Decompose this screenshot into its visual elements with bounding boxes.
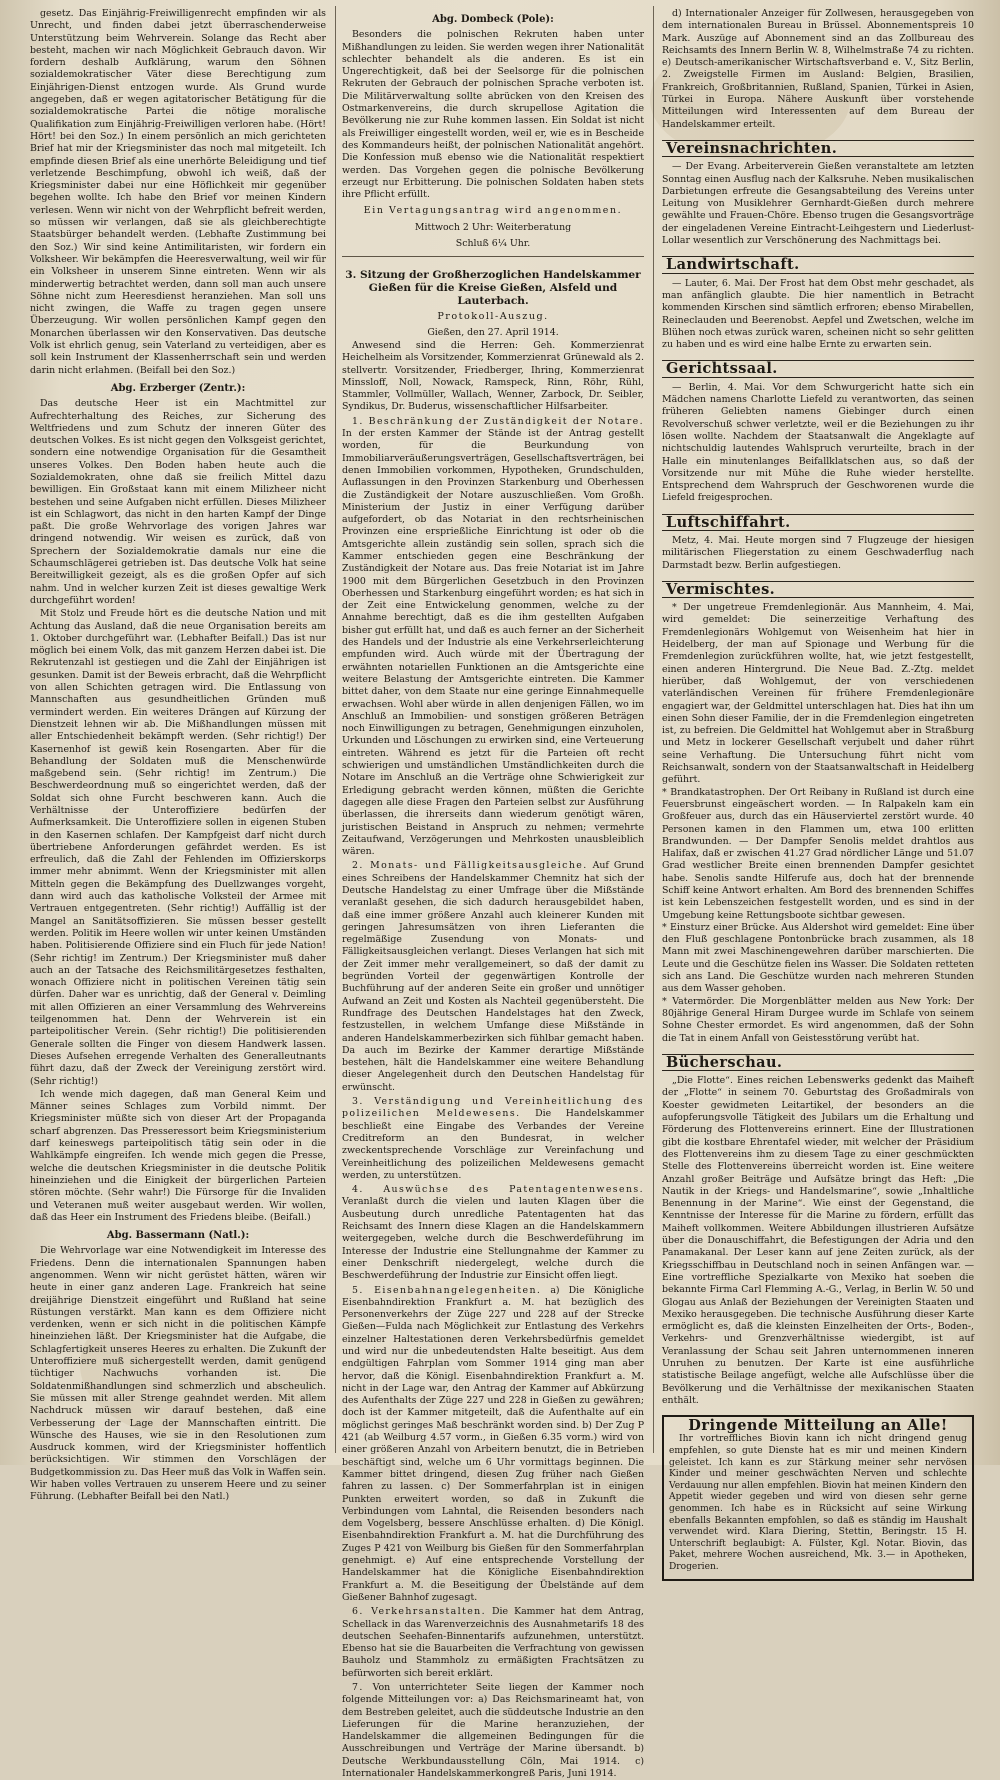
protocol-item-title: 3. Verständigung und Vereinheitlichung des polizeilichen Meldewesens. <box>342 1096 644 1120</box>
section-heading: Landwirtschaft. <box>662 256 974 273</box>
article-subheading: Protokoll-Auszug. <box>437 311 549 323</box>
article-paragraph: gesetz. Das Einjährig-Freiwilligenrecht empfinden wir als Unrecht, und finden dabei jetzt überraschenderweise Unterstützung beim Wehrverein. Solange das Recht aber besteht, machen wir nach Möglichkeit Gebrauch davon. Wir fordern deshalb Aufklärung, warum den Söhnen sozialdemokratischer Väter diese Berechtigung zum Einjährigen-Dienst entzogen wurde. Als Grund wurde angegeben, daß er wegen agitatorischer Betätigung für die sozialdemokratische Partei die nötige moralische Qualifikation zum Einjährig-Freiwilligen verloren habe. (Hört! Hört! bei den Soz.) In einem persönlich an mich gerichteten Brief hat mir der Kriegsminister das noch mal mitgeteilt. Ich empfinde diesen Brief als eine unerhörte Beleidigung und tief verletzende Beschimpfung, obwohl ich weiß, daß der Kriegsminister dabei nur eine Höflichkeit mir gegenüber begehen wollte. Ich habe den Brief vor meinen Kindern verlesen. Wenn wir nicht von der Wehrpflicht befreit werden, so müssen wir verlangen, daß sie als gleichberechtigte Staatsbürger behandelt werden. (Lebhafte Zustimmung bei den Soz.) Wir sind keine Antimilitaristen, wir fordern ein Volksheer. Wir bekämpfen die Heeresverwaltung, weil wir für ein Volksheer in unserem Sinne eintreten. Wenn wir als minderwertig betrachtet werden, dann soll man auch unsere Söhne nicht zum Heeresdienst heranziehen. Man soll uns nicht zwingen, die Waffe zu tragen gegen unsere Überzeugung. Wir wollen persönlichen Kampf gegen den Monarchen überlassen wir den Konservativen. Das deutsche Volk ist ehrlich genug, sein Vaterland zu verteidigen, aber es soll kein Instrument der Klassenherrschaft sein und werden darin nicht erlahmen. (Beifall bei den Soz.) <box>30 8 326 376</box>
protocol-item-title: 4. Auswüchse des Patentagentenwesens. <box>352 1184 644 1196</box>
protocol-item <box>342 860 644 1094</box>
article-paragraph: Mit Stolz und Freude hört es die deutsche Nation und mit Achtung das Ausland, daß die neue Organisation bereits am 1. Oktober durchgeführt war. (Lebhafter Beifall.) Das ist nur möglich bei einem Volk, das mit ganzem Herzen dabei ist. Die Rekrutenzahl ist gestiegen und die Zahl der Einjährigen ist gesunken. Damit ist der Beweis erbracht, daß die Wehrpflicht von allen Schichten getragen wird. Die Entlassung von Mannschaften aus gesundheitlichen Gründen muß vermindert werden. Ein weiteres Drängen auf Kürzung der Dienstzeit lehnen wir ab. Die Mißhandlungen müssen mit aller Entschiedenheit bekämpft werden. (Sehr richtig!) Der Kasernenhof ist gewiß kein Rosengarten. Aber für die Behandlung der Soldaten muß die Menschenwürde maßgebend sein. (Sehr richtig! im Zentrum.) Die Beschwerdeordnung muß so eingerichtet werden, daß der Soldat sich ohne Furcht beschweren kann. Auch die Verhältnisse der Unteroffiziere bedürfen der Aufmerksamkeit. Die Unteroffiziere sollen in eigenen Stuben in den Kasernen schlafen. Der Kampfgeist darf nicht durch übertriebene Anforderungen gefährdet werden. Es ist erfreulich, daß die Zahl der Fehlenden im Offizierskorps immer mehr abnimmt. Wenn der Kriegsminister mit allen Mitteln gegen die Bekämpfung des Duellzwanges vorgeht, dann wird auch das katholische Volksteil der Armee mit Vertrauen entgegentreten. (Sehr richtig!) Auffällig ist der Mangel an Sanitätsoffizieren. Sie müssen besser gestellt werden. Politik im Heere wollen wir unter keinen Umständen haben. Politisierende Offiziere sind ein Fluch für jede Nation! (Sehr richtig! im Zentrum.) Der Kriegsminister muß daher auch an der Tatsache des Reichsmilitärgesetzes festhalten, wonach Offiziere nicht in politischen Vereinen tätig sein dürfen. Daher war es unrichtig, daß der General v. Deimling mit allen Offizieren an einer Versammlung des Wehrvereins teilgenommen hat. Denn der Wehrverein ist ein parteipolitischer Verein. (Sehr richtig!) Die politisierenden Generale sollten die Finger von diesem Handwerk lassen. Dieses Aufsehen erregende Verhalten des Generalleutnants führt dazu, daß der Zweck der Vereinigung zerstört wird. (Sehr richtig!) <box>30 608 326 1087</box>
article-headline: 3. Sitzung der Großherzoglichen Handelskammer Gießen für die Kreise Gießen, Alsfeld und Lauterbach. <box>345 269 641 308</box>
speaker-heading: Abg. Erzberger (Zentr.): <box>110 382 246 394</box>
article-paragraph: — Lauter, 6. Mai. Der Frost hat dem Obst mehr geschadet, als man anfänglich glaubte. Die hier namentlich in Betracht kommenden Kirschen sind sämtlich erfroren; ebenso Mirabellen, Reineclauden und Beerenobst. Aepfel und Zwetschen, welche im Blühen noch etwas zurück waren, scheinen nicht so sehr gelitten zu haben und es wird eine halbe Ernte zu erwarten sein. <box>662 277 974 351</box>
column-middle <box>342 8 644 1780</box>
article-paragraph: d) Internationaler Anzeiger für Zollwesen, herausgegeben von dem internationalen Bureau in Brüssel. Abonnementspreis 10 Mark. Auszüge auf Abonnement sind an das Zollbureau des Reichsamts des Innern Berlin W. 8, Wilhelmstraße 74 zu richten. e) Deutsch-amerikanischer Wirtschaftsverband e. V., Sitz Berlin, 2. Zweigstelle Firmen im Ausland: Belgien, Brasilien, Frankreich, Großbritannien, Rußland, Spanien, Türkei in Asien, Türkei in Europa. Nähere Auskunft über vorstehende Mitteilungen wird Interessenten auf dem Bureau der Handelskammer erteilt. <box>662 8 974 130</box>
protocol-item <box>342 416 644 859</box>
session-note: Mittwoch 2 Uhr: Weiterberatung <box>414 221 572 233</box>
protocol-item-title: 2. Monats- und Fälligkeitsausgleiche. <box>352 860 588 872</box>
column-rule <box>653 6 654 1453</box>
protocol-item-text: Die Handelskammer beschließt eine Eingabe des Verbandes der Vereine Creditreform an den Bundesrat, in welcher zweckentsprechende Vorschläge zur Vereinfachung und Vereinheitlichung des polizeilichen Meldewesens gemacht werden, zu unterstützen. <box>342 1108 644 1181</box>
protocol-item-title: 6. Verkehrsanstalten. <box>352 1606 486 1618</box>
protocol-item <box>342 1285 644 1605</box>
article-paragraph: Anwesend sind die Herren: Geh. Kommerzienrat Heichelheim als Vorsitzender, Kommerzienrat Grünewald als 2. stellvertr. Vorsitzender, Friedberger, Ihring, Kommerzienrat Minssloff, Noll, Nowack, Ramspeck, Rinn, Röhr, Rühl, Stammler, Vollmüller, Wallach, Wenner, Zarbock, Dr. Seibler, Syndikus, Dr. Buderus, wissenschaftlicher Hilfsarbeiter. <box>342 339 644 413</box>
protocol-item <box>342 1184 644 1282</box>
protocol-item-title: 1. Beschränkung der Zuständigkeit der Notare. <box>352 415 644 427</box>
article-paragraph: Metz, 4. Mai. Heute morgen sind 7 Flugzeuge der hiesigen militärischen Fliegerstation zu einem Geschwaderflug nach Darmstadt bezw. Berlin aufgestiegen. <box>662 534 974 571</box>
section-heading: Bücherschau. <box>662 1054 974 1071</box>
column-right <box>662 8 974 1572</box>
speaker-heading: Abg. Dombeck (Pole): <box>432 14 554 25</box>
protocol-item-title: 5. Eisenbahnangelegenheiten. <box>352 1284 542 1296</box>
protocol-item-text: In der ersten Kammer der Stände ist der Antrag gestellt worden, für die Beurkundung von Immobiliarveräußerungsverträgen, Gesellschaftsverträgen, bei denen Immobilien vorkommen, Hypotheken, Grundschulden, Auflassungen in den Provinzen Starkenburg und Oberhessen die Zuständigkeit der Notare auszuschließen. Vom Großh. Ministerium der Justiz in einer Verfügung darüber aufgefordert, ob das Notariat in den rechtsrheinischen Provinzen eine ersprießliche Einrichtung ist oder ob die Amtsgerichte allein zuständig sein sollen, sprach sich die Kammer entschieden gegen eine Beschränkung der Zuständigkeit der Notare aus. Das freie Notariat ist im Jahre 1900 mit dem Bürgerlichen Gesetzbuch in den Provinzen Oberhessen und Starkenburg eingeführt worden; es hat sich in der Zeit eine Entwickelung genommen, welche zu der Annahme berechtigt, daß es die ihm gestellten Aufgaben bisher gut erfüllt hat, und daß es auch ferner an der Sicherheit des Handels und der Industrie als eine Verkehrserleichterung empfunden wird. Auch würde mit der Übertragung der erwähnten notariellen Funktionen an die Amtsgerichte eine weitere Belastung der Amtsgerichte eintreten. Die Kammer bittet daher, von dem Staate nur eine geringe Einnahmequelle erwachsen. Wohl aber würde in allen denjenigen Fällen, wo im Anschluß an Immobilien- und sonstigen größeren Beträgen noch Einwilligungen zu betragen, Genehmigungen einzuholen, Urkunden und Löschungen zu erwirken sind, eine Verteuerung eintreten. Während es jetzt für die Parteien oft recht schwierigen und umständlichen Umständlichkeiten durch die Notare im Anschluß an die Verträge ohne Schwierigkeit zur Erledigung gebracht werden können, müßten die Gerichte dagegen alle diese Fragen den Parteien selbst zur Ausführung überlassen, die ihrerseits dann wiederum genötigt wären, juristischen Beistand in Anspruch zu nehmen; vermehrte Zeitaufwand, Verzögerungen und Mehrkosten unausbleiblich wären. <box>342 428 644 858</box>
protocol-item-text: Veranlaßt durch die vielen und lauten Klagen über die Ausbeutung durch unredliche Patentagenten hat das Reichsamt des Innern diese Klagen an die Handelskammern weitergegeben, welche durch die Beschwerdeführung im Interesse der Industrie eine Stellungnahme der Kammer zu einer Denkschrift niedergelegt, welche durch die Beschwerdeführung der Industrie zur Einsicht offen liegt. <box>342 1196 644 1282</box>
article-paragraph: „Die Flotte“. Eines reichen Lebenswerks gedenkt das Maiheft der „Flotte“ in seinem 70. Geburtstag des Großadmirals von Koester gewidmeten Leitartikel, der besonders an die aufopferungsvolle Tätigkeit des Jubilars um die Erhaltung und Förderung des Flottenvereins erinnert. Eine der Illustrationen gibt die kostbare Ehrentafel wieder, mit welcher der Präsidium des Flottenvereins ihm zu diesem Tage zu einer geschmückten Stelle des Flottenvereins überreicht worden ist. Eine weitere Anzahl großer Beiträge und Aufsätze bringt das Heft: „Die Nautik in der Kriegs- und Handelsmarine“, sowie „Inhaltliche Benennung in der Marine“. Wie einst der Gegenstand, die Kenntnisse der Interesse für die Marine zu fördern, erfüllt das Maiheft vollkommen. Weitere Abbildungen illustrieren Aufsätze über die Donauschiffahrt, die Befestigungen der Adria und den Panamakanal. Der Leser kann auf jene Zeiten zurück, als der Kriegsschiffbau in Deutschland noch in seinen Anfängen war. — Eine vortreffliche Spezialkarte von Mexiko hat soeben die bekannte Firma Carl Flemming A.-G., Verlag, in Berlin W. 50 und Glogau aus Anlaß der Beziehungen der Vereinigten Staaten und Mexiko herausgegeben. Die technische Ausführung dieser Karte ermöglicht es, daß die kleinsten Einzelheiten der Orts-, Boden-, Verkehrs- und Grenzverhältnisse wiedergibt, ist auf Veranlassung der Schau seit Jahren unternommenen inneren Unruhen zu benutzen. Der Karte ist eine ausführliche statistische Beilage angefügt, welche alle Aufschlüsse über die Bevölkerung und die Verhältnisse der mexikanischen Staaten enthält. <box>662 1075 974 1406</box>
protocol-item <box>342 1096 644 1182</box>
article-paragraph: — Berlin, 4. Mai. Vor dem Schwurgericht hatte sich ein Mädchen namens Charlotte Liefeld zu verantworten, das seinen früheren Geliebten namens Giebinger durch einen Revolverschuß schwer verletzte, weil er die Beziehungen zu ihr lösen wollte. Nachdem der Staatsanwalt die Angeklagte auf nichtschuldig lautendes Wahlspruch verurteilte, brach in der Halle ein minutenlanges Beifallklatschen aus, so daß der Vorsitzende nur mit Mühe die Ruhe wieder herstellte. Entsprechend dem Wahrspruch der Geschworenen wurde die Liefeld freigesprochen. <box>662 381 974 504</box>
advertisement-title: Dringende Mitteilung an Alle! <box>688 1417 948 1435</box>
dateline: Gießen, den 27. April 1914. <box>427 326 559 338</box>
protocol-item-text: Die Kammer hat dem Antrag, Schellack in das Warenverzeichnis des Ausnahmetarifs 18 des deutschen Seehafen-Binnentarifs aufzunehmen, unterstützt. Ebenso hat sie die Bauarbeiten die Verfrachtung von gewissen Bauholz und Stammholz zu ermäßigten Frachtsätzen zu befürworten sich bereit erklärt. <box>342 1606 644 1679</box>
speaker-heading: Abg. Bassermann (Natl.): <box>106 1230 250 1242</box>
article-paragraph: Das deutsche Heer ist ein Machtmittel zur Aufrechterhaltung des Reiches, zur Sicherung des Weltfriedens und zum Schutz der inneren Güter des deutschen Volkes. Es ist nicht gegen den Volksgeist gerichtet, sondern eine notwendige Organisation für die Gesamtheit unseres Volkes. Den Boden haben heute auch die Sozialdemokraten, ohne daß sie freilich Mittel dazu bewilligen. Ein Großstaat kann mit einem Milizheer nicht bestehen und seine Aufgaben nicht erfüllen. Dieses Milizheer ist ein Schlagwort, das nicht in den harten Kampf der Dinge paßt. Die große Wehrvorlage des vorigen Jahres war dringend notwendig. Wir weisen es zurück, daß von Sprechern der Sozialdemokratie damals nur eine die Schaumschlägerei getrieben ist. Das deutsche Volk hat seine Bereitwilligkeit gezeigt, als es die großen Opfer auf sich nahm. Und in welcher kurzen Zeit ist dieses gewaltige Werk durchgeführt worden! <box>30 398 326 606</box>
advertisement-text: Ihr vortreffliches Biovin kann ich nicht dringend genug empfehlen, so gute Dienste hat es mir und meinen Kindern geleistet. Ich kann es zur Stärkung meiner sehr nervösen Kinder und meiner geschwächten Nerven und schlechte Verdauung nur allen empfehlen. Biovin hat meinen Kindern den Appetit wieder gegeben und wird von diesen sehr gerne genommen. Ich habe es in Rücksicht auf seine Wirkung ebenfalls Bekannten empfohlen, so daß es ständig im Haushalt verwendet wird. Klara Diering, Stettin, Beringstr. 15 H. Unterschrift beglaubigt: A. Fülster, Kgl. Notar. Biovin, das Paket, mehrere Wochen ausreichend, Mk. 3.— in Apotheken, Drogerien. <box>669 1434 967 1572</box>
session-note: Schluß 6¼ Uhr. <box>455 238 531 250</box>
session-note: Ein Vertagungsantrag wird angenommen. <box>363 205 623 217</box>
article-paragraph: Besonders die polnischen Rekruten haben unter Mißhandlungen zu leiden. Sie werden wegen ihrer Nationalität schlechter behandelt als die anderen. Es ist ein Ungerechtigkeit, daß bei der Seelsorge für die polnischen Rekruten der Gebrauch der polnischen Sprache verboten ist. Die Militärverwaltung sollte abrücken von den Kreisen des Ostmarkenvereins, die durch skrupellose Agitation die Bevölkerung nie zur Ruhe kommen lassen. Ein Soldat ist nicht als Freiwilliger eingestellt worden, weil er, wie es in Bescheide des Kommandeurs heißt, der polnischen Nationalität angehört. Die Konfession muß ebenso wie die Nationalität respektiert werden. Das Vorgehen gegen die polnische Bevölkerung erzeugt nur Erbitterung. Die polnischen Soldaten haben stets ihre Pflicht erfüllt. <box>342 29 644 201</box>
protocol-item-text: a) Die Königliche Eisenbahndirektion Frankfurt a. M. hat bezüglich des Personenverkehrs der Züge 227 und 228 auf der Strecke Gießen—Fulda nach Möglichkeit zur Entlastung des Verkehrs einzelner Haltestationen deren Verkehrsbedürfnis gemeldet und wird nur die unbedeutendsten Halte beseitigt. Aus dem endgültigen Fahrplan vom Sommer 1914 ging man aber hervor, daß die Königl. Eisenbahndirektion Frankfurt a. M. nicht in der Lage war, den Antrag der Kammer auf Abkürzung des Aufenthalts der Züge 227 und 228 in Gießen zu gewähren; doch ist der Kammer mitgeteilt, daß die Aufenthalte auf ein möglichst geringes Maß beschränkt worden sind. b) Der Zug P 421 (ab Weilburg 4.57 vorm., in Gießen 6.35 vorm.) wird von einer größeren Anzahl von Arbeitern benutzt, die in Betrieben beschäftigt sind, welche um 6 Uhr vormittags beginnen. Die Kammer bittet dringend, diesen Zug früher nach Gießen fahren zu lassen. c) Der Sommerfahrplan ist in einigen Punkten erweitert worden, so daß in Zukunft die Verbindungen vom Lahntal, die Reisenden besonders nach dem Vogelsberg, bessere Anschlüsse erhalten. d) Die Königl. Eisenbahndirektion Frankfurt a. M. hat die Durchführung des Zuges P 421 von Weilburg bis Gießen für den Sommerfahrplan genehmigt. e) Auf eine entsprechende Vorstellung der Handelskammer hat die Königliche Eisenbahndirektion Frankfurt a. M. die Beseitigung der Übelstände auf dem Gießener Bahnhof zugesagt. <box>342 1284 644 1603</box>
protocol-item-title: 7. <box>352 1682 364 1693</box>
article-paragraph: * Der ungetreue Fremdenlegionär. Aus Mannheim, 4. Mai, wird gemeldet: Die seinerzeitige Verhaftung des Fremdenlegionärs Wohlgemut von Weisenheim hat hier in Heidelberg, der man auf Spionage und Werbung für die Fremdenlegion zurückführen wollte, hat, wie jetzt festgestellt, einen anderen Hintergrund. Die Neue Bad. Z.-Ztg. meldet hierüber, daß Wohlgemut, der von verschiedenen vaterländischen Vereinen für frühere Fremdenlegionäre engagiert war, der Geldmittel unterschlagen hat. Dies hat ihn um einen Sohn dieser Familie, der in die Fremdenlegion eingetreten ist, zu befreien. Die Geldmittel hat Wohlgemut aber in Straßburg und Metz in lockerer Gesellschaft verjubelt und daher rührt seine Verhaftung. Die Untersuchung führt nicht vom Reichsanwalt, sondern von der Staatsanwaltschaft in Heidelberg geführt. * Brandkatastrophen. Der Ort Reibany in Rußland ist durch eine Feuersbrunst eingeäschert worden. — In Ralpakeln kam ein Großfeuer aus, durch das ein Häuserviertel zerstört wurde. 40 Personen kamen in den Flammen um, etwa 100 erlitten Brandwunden. — Der Dampfer Senolis meldet drahtlos aus Halifax, daß er zwischen 41.27 Grad nördlicher Länge und 51.07 Grad westlicher Breite einen brennenden Dampfer gesichtet habe. Senolis sandte Hilferufe aus, doch hat der brennende Schiff keine Antwort erhalten. Am Bord des brennenden Schiffes ist kein Lebenszeichen festgestellt worden, und es sind in der Umgebung keine Rettungsboote sichtbar gewesen. * Einsturz einer Brücke. Aus Aldershot wird gemeldet: Eine über den Fluß geschlagene Pontonbrücke brach zusammen, als 18 Mann mit zwei Maschinengewehren darüber marschierten. Die Leute und die Geschütze fielen ins Wasser. Die Soldaten retteten sich ans Land. Die Geschütze wurden nach mehreren Stunden aus dem Wasser gehoben. * Vatermörder. Die Morgenblätter melden aus New York: Der 80jährige General Hiram Durgee wurde im Schlafe von seinem Sohne Chester ermordet. Es wird angenommen, daß der Sohn die Tat in einem Anfall von Geistesstörung verübt hat. <box>662 602 974 1044</box>
section-heading: Luftschiffahrt. <box>662 514 974 531</box>
advertisement-box <box>662 1415 974 1580</box>
article-paragraph: — Der Evang. Arbeiterverein Gießen veranstaltete am letzten Sonntag einen Ausflug nach der Kalksruhe. Neben musikalischen Darbietungen erfreute die Gesangsabteilung des Vereins unter Leitung von Musiklehrer Gernhardt-Gießen durch mehrere gewählte und Frauen-Chöre. Ebenso trugen die Gesangsvorträge der eingeladenen Vereine Eintracht-Leihgestern und Liederlust-Lollar wesentlich zur Verschönerung des Nachmittags bei. <box>662 161 974 247</box>
article-paragraph: Die Wehrvorlage war eine Notwendigkeit im Interesse des Friedens. Denn die internationalen Spannungen haben angenommen. Wenn wir nicht gerüstet hätten, wären wir heute in einer ganz anderen Lage. Frankreich hat seine dreijährige Dienstzeit eingeführt und Rußland hat seine Rüstungen verstärkt. Man kann es dem Offiziere nicht verdenken, wenn er sich nicht in die politischen Kämpfe hineinziehen läßt. Der Kriegsminister hat die Aufgabe, die Schlagfertigkeit unseres Heeres zu erhalten. Die Zukunft der Unteroffiziere muß sichergestellt werden, damit genügend tüchtiger Nachwuchs vorhanden ist. Die Soldatenmißhandlungen sind schmerzlich und abscheulich. Sie müssen mit aller Strenge geahndet werden. Mit allem Nachdruck müssen wir darauf bestehen, daß eine Verbesserung der Lage der Mannschaften eintritt. Die Wünsche des Hauses, wie sie in den Resolutionen zum Ausdruck kommen, wird der Kriegsminister hoffentlich berücksichtigen. Wir stimmen den Vorschlägen der Budgetkommission zu. Das Heer muß das Volk in Waffen sein. Wir haben volles Vertrauen zu unserem Heere und zu seiner Führung. (Lebhafter Beifall bei den Natl.) <box>30 1245 326 1503</box>
column-left <box>30 8 326 1503</box>
protocol-items <box>342 416 644 1780</box>
section-heading: Vermischtes. <box>662 581 974 598</box>
protocol-item <box>342 1682 644 1780</box>
column-rule <box>335 6 336 1453</box>
protocol-item-text: Von unterrichteter Seite liegen der Kammer noch folgende Mitteilungen vor: a) Das Reichsmarineamt hat, von dem Bestreben geleitet, auch die süddeutsche Industrie an den Lieferungen für die Marine heranzuziehen, der Handelskammer die allgemeinen Bedingungen für die Ausschreibungen und Verträge der Marine übersandt. b) Deutsche Werkbundausstellung Cöln, Mai 1914. c) Internationaler Handelskammerkongreß Paris, Juni 1914. <box>342 1682 644 1780</box>
section-heading: Vereinsnachrichten. <box>662 140 974 157</box>
protocol-item <box>342 1606 644 1680</box>
divider <box>342 256 644 257</box>
protocol-item-text: Auf Grund eines Schreibens der Handelskammer Chemnitz hat sich der Deutsche Handelstag zu einer Umfrage über die Mißstände veranlaßt gesehen, die sich dadurch herausgebildet haben, daß eine immer größere Anzahl auch kleinerer Kunden mit geringen Jahresumsätzen von ihren Lieferanten die regelmäßige Zusendung von Monats- und Fälligkeitsausgleichen verlangt. Dieses Verlangen hat sich mit der Zeit immer mehr verallgemeinert, so daß der damit zu begründen Vorteil der gegenwärtigen Kontrolle der Buchführung auf der anderen Seite ein großer und unnötiger Aufwand an Zeit und Kosten als Nachteil gegenübersteht. Die Rundfrage des Deutschen Handelstages hat den Zweck, festzustellen, in welchem Umfange diese Mißstände in anderen Handelskammerbezirken sich fühlbar gemacht haben. Da auch im Bezirke der Kammer derartige Mißstände bestehen, hält die Handelskammer eine weitere Behandlung dieser Angelegenheit durch den Deutschen Handelstag für erwünscht. <box>342 860 644 1093</box>
section-heading: Gerichtssaal. <box>662 360 974 377</box>
article-paragraph: Ich wende mich dagegen, daß man General Keim und Männer seines Schlages zum Vorbild nimmt. Der Kriegsminister müßte sich von dieser Art der Propaganda scharf abgrenzen. Das Presseressort beim Kriegsministerium darf keineswegs parteipolitisch tätig sein oder in die Wahlkämpfe eingreifen. Ich wende mich gegen die Presse, welche die deutschen Kriegsminister in die deutsche Politik hineinziehen und die Einigkeit der bürgerlichen Parteien stören möchte. (Sehr wahr!) Die Fürsorge für die Invaliden und Veteranen muß weiter ausgebaut werden. Wir wollen, daß das Heer ein Instrument des Friedens bleibe. (Beifall.) <box>30 1088 326 1223</box>
